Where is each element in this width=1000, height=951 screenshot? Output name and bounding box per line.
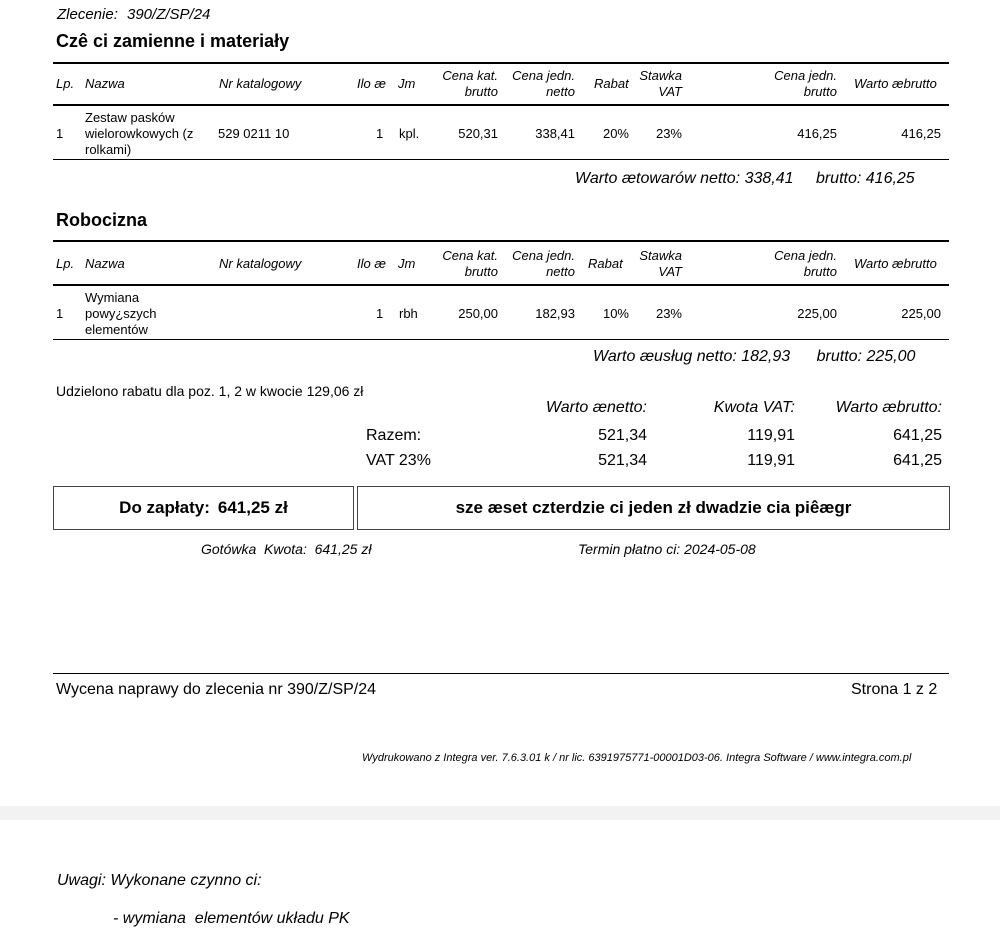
- col-cena-jb-line2: brutto: [803, 84, 837, 99]
- labor-summary-brutto: 225,00: [866, 348, 916, 365]
- row-jm: rbh: [399, 306, 418, 321]
- labor-top-rule: [53, 240, 949, 242]
- totals-header-vat: Kwota VAT:: [713, 399, 795, 416]
- row-lp: 1: [56, 306, 64, 321]
- row-cena-brutto: 225,00: [797, 306, 837, 321]
- row-cena-kat: 250,00: [458, 306, 498, 321]
- page-number: Strona 1 z 2: [851, 681, 938, 698]
- totals-header-netto: Warto ænetto:: [545, 399, 647, 416]
- col-cena-kat-line2: brutto: [464, 264, 498, 279]
- col-cena-jedn-line1: Cena jedn.: [512, 68, 575, 83]
- payment-term: Termin płatno ci: 2024-05-08: [578, 541, 756, 557]
- discount-note: Udzielono rabatu dla poz. 1, 2 w kwocie 129,06 zł: [56, 383, 364, 399]
- row-name-line2: powy¿szych: [85, 306, 157, 321]
- col-cena-kat-line1: Cena kat.: [442, 248, 498, 263]
- parts-row-rule: [53, 159, 949, 160]
- col-cena-jedn: [500, 248, 575, 280]
- payment-method: Gotówka Kwota: 641,25 zł: [201, 541, 372, 557]
- col-nazwa: Nazwa: [85, 256, 125, 271]
- col-cena-jb-line1: Cena jedn.: [774, 248, 837, 263]
- row-wartosc: 225,00: [901, 306, 941, 321]
- col-cena-jedn-line2: netto: [546, 264, 575, 279]
- col-ilosc: Ilo æ: [357, 256, 386, 271]
- col-ilosc: Ilo æ: [357, 76, 386, 91]
- col-cena-jedn-brutto: [750, 68, 837, 100]
- labor-section-title: Robocizna: [56, 210, 148, 230]
- col-stawka: [630, 68, 682, 100]
- order-label: Zlecenie:: [57, 6, 118, 23]
- col-stawka-line1: Stawka: [639, 68, 682, 83]
- row-rabat: 20%: [602, 126, 629, 141]
- amount-in-words-box: [357, 486, 950, 530]
- amount-due-box: [53, 486, 354, 530]
- parts-summary-netto: 338,41: [744, 170, 794, 187]
- col-cena-jedn-line1: Cena jedn.: [512, 248, 575, 263]
- col-lp: Lp.: [56, 256, 75, 271]
- col-lp: Lp.: [56, 76, 75, 91]
- col-cena-jedn-line2: netto: [546, 84, 575, 99]
- col-wartosc: Warto æbrutto: [854, 76, 937, 91]
- notes-label: Uwagi: Wykonane czynno ci:: [57, 872, 262, 889]
- row-lp: 1: [56, 126, 64, 141]
- row-vat: 23%: [655, 126, 682, 141]
- col-stawka-line1: Stawka: [639, 248, 682, 263]
- order-number: 390/Z/SP/24: [127, 6, 211, 23]
- amount-in-words: sze æset czterdzie ci jeden zł dwadzie cia piêægr: [455, 498, 852, 517]
- labor-summary-netto: 182,93: [741, 348, 791, 365]
- parts-summary: [575, 170, 915, 188]
- row-vat: 23%: [655, 306, 682, 321]
- col-cena-kat-line2: brutto: [464, 84, 498, 99]
- col-cena-jb-line1: Cena jedn.: [774, 68, 837, 83]
- parts-summary-brutto: 416,25: [865, 170, 915, 187]
- footer-rule: [53, 673, 949, 674]
- row-name-line3: elementów: [85, 322, 148, 337]
- row-cena-kat: 520,31: [458, 126, 498, 141]
- notes-item: - wymiana elementów układu PK: [113, 910, 350, 927]
- row-qty: 1: [376, 126, 384, 141]
- footer-document-title: Wycena naprawy do zlecenia nr 390/Z/SP/24: [56, 681, 377, 698]
- amount-due-label: Do zapłaty:: [119, 498, 210, 517]
- totals-row-brutto: 641,25: [893, 452, 942, 469]
- row-wartosc: 416,25: [901, 126, 941, 141]
- totals-row-vat: 119,91: [747, 427, 795, 444]
- totals-row-brutto: 641,25: [893, 427, 942, 444]
- col-cena-jb-line2: brutto: [803, 264, 837, 279]
- col-jm: Jm: [398, 256, 416, 271]
- col-stawka-line2: VAT: [658, 84, 682, 99]
- totals-row-vat: 119,91: [747, 452, 795, 469]
- col-rabat: Rabat: [594, 76, 629, 91]
- row-cena-netto: 338,41: [535, 126, 575, 141]
- row-name: [85, 110, 193, 158]
- parts-summary-label: Warto ætowarów netto:: [575, 170, 741, 187]
- labor-summary: [593, 348, 915, 366]
- col-nr: Nr katalogowy: [219, 256, 302, 271]
- parts-header-rule: [53, 104, 949, 106]
- row-name: [85, 290, 157, 338]
- printed-by-note: Wydrukowano z Integra ver. 7.6.3.01 k / nr lic. 6391975771-00001D03-06. Integra Software / www.integra.com.pl: [362, 752, 912, 764]
- row-name-line2: wielorowkowych (z: [85, 126, 194, 141]
- labor-summary-label: Warto æusług netto:: [593, 348, 737, 365]
- col-wartosc: Warto æbrutto: [854, 256, 937, 271]
- labor-summary-brutto-label: brutto:: [816, 348, 862, 365]
- col-rabat: Rabat: [588, 256, 623, 271]
- row-name-line1: Wymiana: [85, 290, 140, 305]
- totals-header-brutto: Warto æbrutto:: [835, 399, 942, 416]
- row-qty: 1: [376, 306, 384, 321]
- col-nr: Nr katalogowy: [219, 76, 302, 91]
- parts-section-title: Czê ci zamienne i materiały: [56, 31, 290, 51]
- col-jm: Jm: [398, 76, 416, 91]
- row-cena-netto: 182,93: [535, 306, 575, 321]
- row-jm: kpl.: [399, 126, 420, 141]
- labor-header-rule: [53, 284, 949, 286]
- col-nazwa: Nazwa: [85, 76, 125, 91]
- amount-due-value: 641,25 zł: [217, 498, 288, 517]
- totals-row-label: VAT 23%: [366, 452, 431, 469]
- totals-row-label: Razem:: [366, 427, 422, 444]
- row-rabat: 10%: [602, 306, 629, 321]
- row-cena-brutto: 416,25: [797, 126, 837, 141]
- col-cena-jedn: [500, 68, 575, 100]
- col-cena-kat: [430, 68, 498, 100]
- parts-top-rule: [53, 62, 949, 64]
- totals-row-netto: 521,34: [598, 452, 647, 469]
- col-cena-kat-line1: Cena kat.: [442, 68, 498, 83]
- parts-summary-brutto-label: brutto:: [815, 170, 862, 187]
- labor-row-rule: [53, 339, 949, 340]
- col-stawka: [630, 248, 682, 280]
- row-name-line3: rolkami): [85, 142, 132, 157]
- row-nr: 529 0211 10: [218, 126, 290, 141]
- totals-row-netto: 521,34: [598, 427, 647, 444]
- col-cena-kat: [430, 248, 498, 280]
- page-separator: [0, 806, 1000, 820]
- col-stawka-line2: VAT: [658, 264, 682, 279]
- row-name-line1: Zestaw pasków: [85, 110, 175, 125]
- col-cena-jedn-brutto: [750, 248, 837, 280]
